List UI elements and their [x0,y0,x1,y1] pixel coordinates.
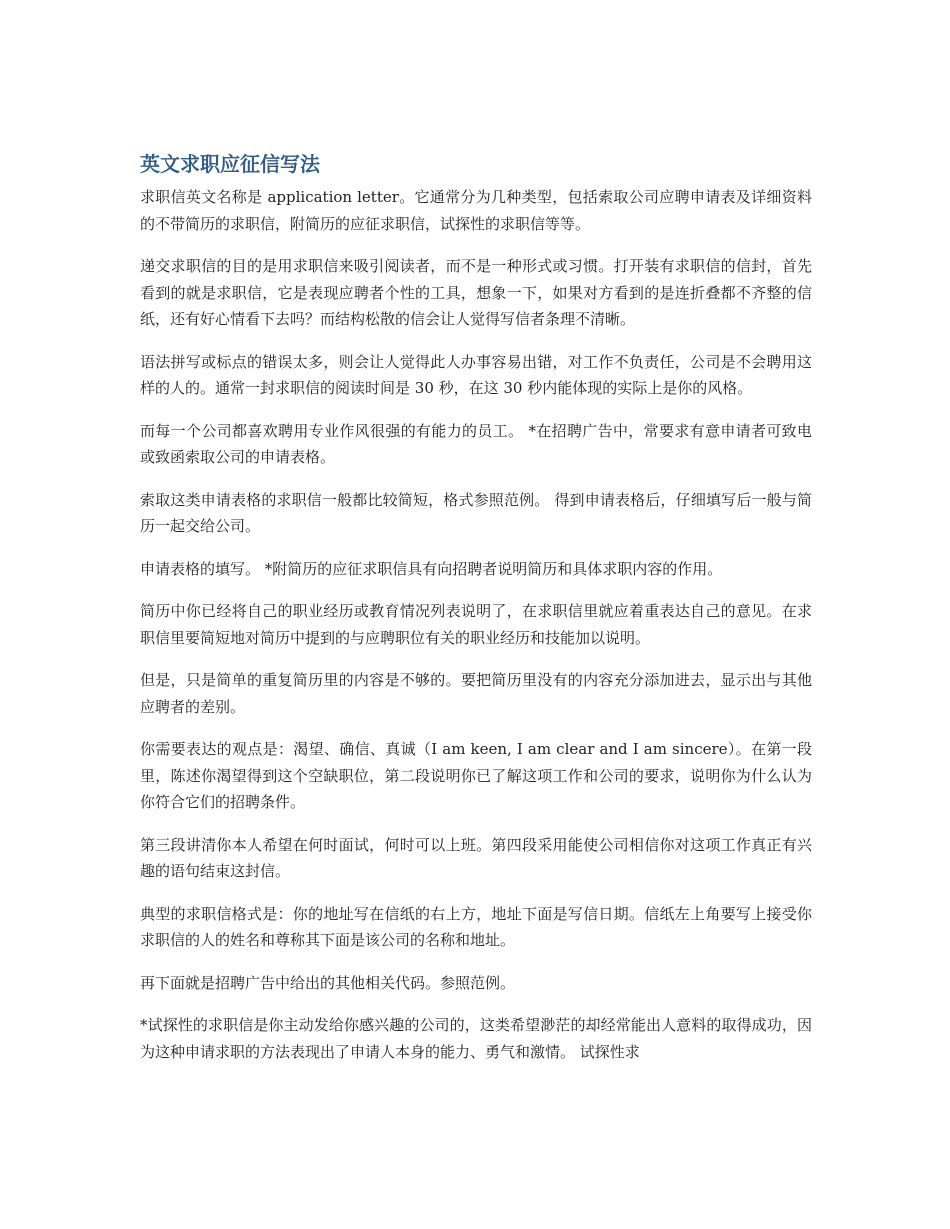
paragraph: 递交求职信的目的是用求职信来吸引阅读者，而不是一种形式或习惯。打开装有求职信的信封，首先看到的就是求职信，它是表现应聘者个性的工具，想象一下，如果对方看到的是连折叠都不齐整的信纸，还有好心情看下去吗？而结构松散的信会让人觉得写信者条理不清晰。 [140,257,812,328]
paragraph: 求职信英文名称是 application letter。它通常分为几种类型，包括索取公司应聘申请表及详细资料的不带简历的求职信，附简历的应征求职信，试探性的求职信等等。 [140,188,812,233]
paragraph: 索取这类申请表格的求职信一般都比较简短，格式参照范例。 得到申请表格后，仔细填写后一般与简历一起交给公司。 [140,490,812,535]
paragraph: 简历中你已经将自己的职业经历或教育情况列表说明了，在求职信里就应着重表达自己的意见。在求职信里要简短地对简历中提到的与应聘职位有关的职业经历和技能加以说明。 [140,602,812,647]
paragraph: 典型的求职信格式是：你的地址写在信纸的右上方，地址下面是写信日期。信纸左上角要写上接受你求职信的人的姓名和尊称其下面是该公司的名称和地址。 [140,904,812,949]
paragraph: 而每一个公司都喜欢聘用专业作风很强的有能力的员工。 *在招聘广告中，常要求有意申请者可致电或致函索取公司的申请表格。 [140,421,812,466]
document-page [140,150,812,1081]
paragraph: 再下面就是招聘广告中给出的其他相关代码。参照范例。 [140,973,516,992]
paragraph: 语法拼写或标点的错误太多，则会让人觉得此人办事容易出错，对工作不负责任，公司是不会聘用这样的人的。通常一封求职信的阅读时间是 30 秒，在这 30 秒内能体现的实际上是你的风格。 [140,352,812,397]
paragraph: 你需要表达的观点是：渴望、确信、真诚（I am keen, I am clear and I am sincere）。在第一段里，陈述你渴望得到这个空缺职位，第二段说明你已了解这项工作和公司的要求，说明你为什么认为你符合它们的招聘条件。 [140,740,812,811]
paragraph: 第三段讲清你本人希望在何时面试，何时可以上班。第四段采用能使公司相信你对这项工作真正有兴趣的语句结束这封信。 [140,835,812,880]
document-title: 英文求职应征信写法 [140,152,320,176]
paragraph: *试探性的求职信是你主动发给你感兴趣的公司的，这类希望渺茫的却经常能出人意料的取得成功，因为这种申请求职的方法表现出了申请人本身的能力、勇气和激情。 试探性求 [140,1016,812,1061]
paragraph: 但是，只是简单的重复简历里的内容是不够的。要把简历里没有的内容充分添加进去，显示出与其他应聘者的差别。 [140,671,812,716]
paragraph: 申请表格的填写。 *附简历的应征求职信具有向招聘者说明简历和具体求职内容的作用。 [140,559,723,578]
